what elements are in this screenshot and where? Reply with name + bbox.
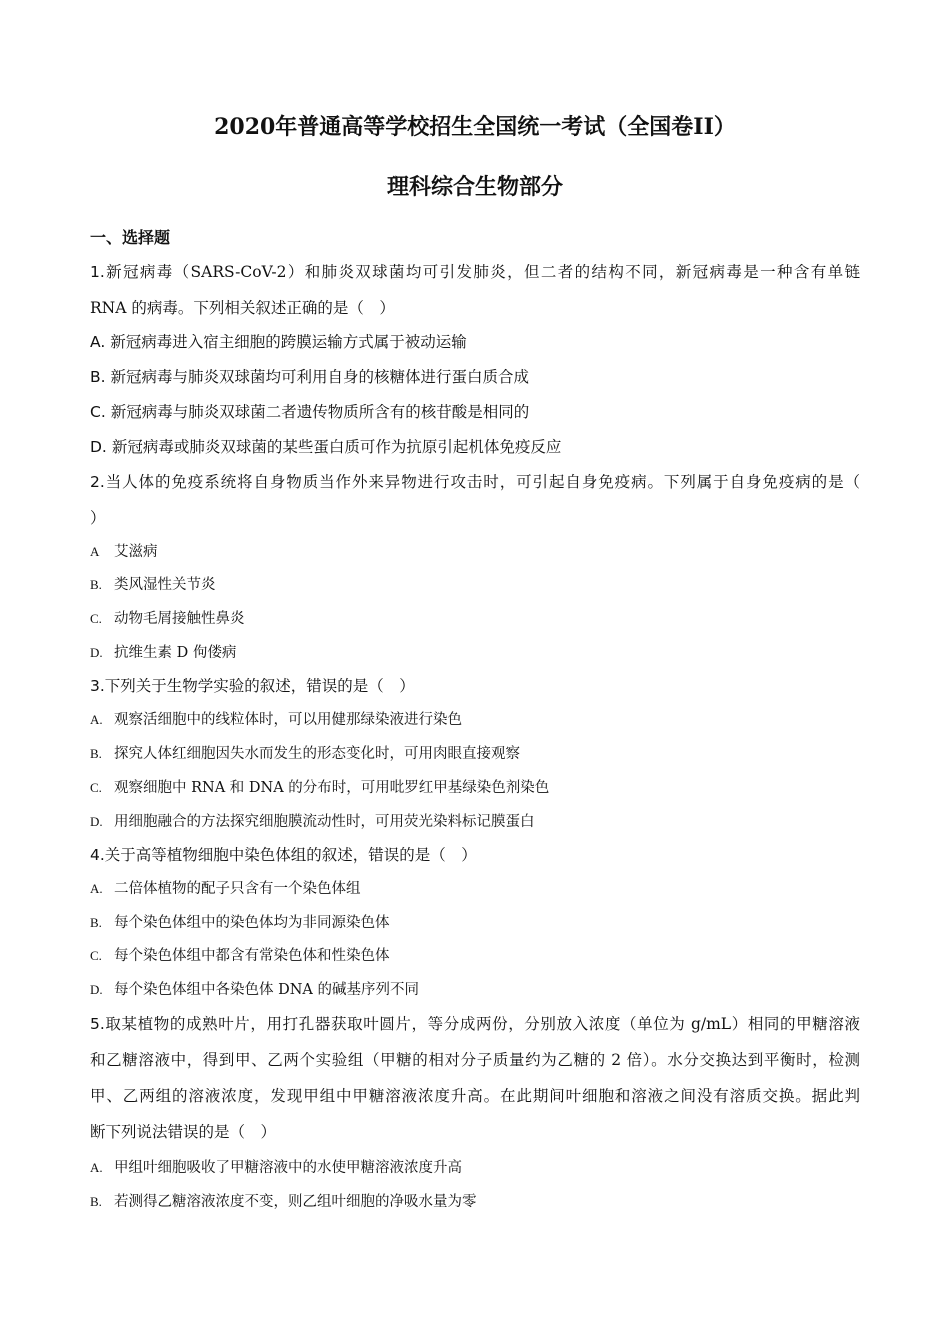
question-4-option-d: D. 每个染色体组中各染色体 DNA 的碱基序列不同 — [90, 982, 420, 998]
question-1-option-d: D. 新冠病毒或肺炎双球菌的某些蛋白质可作为抗原引起机体免疫反应 — [90, 438, 562, 456]
question-1-option-b: B. 新冠病毒与肺炎双球菌均可利用自身的核糖体进行蛋白质合成 — [90, 368, 530, 386]
question-2-number: 2. — [90, 473, 105, 491]
question-2-stem-line-1: 2.当人体的免疫系统将自身物质当作外来异物进行攻击时，可引起自身免疫病。下列属于自身免疫病的是（ — [90, 473, 860, 491]
question-5-stem-line-2: 和乙糖溶液中，得到甲、乙两个实验组（甲糖的相对分子质量约为乙糖的 2 倍）。水分交换达到平衡时，检测 — [90, 1051, 860, 1069]
question-5-number: 5. — [90, 1015, 105, 1033]
question-1-stem-line-1: 1.新冠病毒（SARS-CoV-2）和肺炎双球菌均可引发肺炎，但二者的结构不同，新冠病毒是一种含有单链 — [90, 263, 860, 281]
question-3-option-a: A. 观察活细胞中的线粒体时，可以用健那绿染液进行染色 — [90, 712, 462, 728]
question-3-option-d: D. 用细胞融合的方法探究细胞膜流动性时，可用荧光染料标记膜蛋白 — [90, 814, 535, 830]
question-2-option-d: D. 抗维生素 D 佝偻病 — [90, 645, 237, 661]
question-3-option-c: C. 观察细胞中 RNA 和 DNA 的分布时，可用吡罗红甲基绿染色剂染色 — [90, 780, 550, 796]
question-2-option-a: A 艾滋病 — [90, 544, 158, 560]
question-4-option-a: A. 二倍体植物的配子只含有一个染色体组 — [90, 881, 361, 897]
question-1-option-c: C. 新冠病毒与肺炎双球菌二者遗传物质所含有的核苷酸是相同的 — [90, 403, 530, 421]
question-4-option-c: C. 每个染色体组中都含有常染色体和性染色体 — [90, 948, 390, 964]
question-5-option-b: B. 若测得乙糖溶液浓度不变，则乙组叶细胞的净吸水量为零 — [90, 1194, 477, 1210]
question-2-option-b: B. 类风湿性关节炎 — [90, 577, 216, 593]
question-5-option-a: A. 甲组叶细胞吸收了甲糖溶液中的水使甲糖溶液浓度升高 — [90, 1160, 462, 1176]
question-5-stem-line-1: 5.取某植物的成熟叶片，用打孔器获取叶圆片，等分成两份，分别放入浓度（单位为 g/mL）相同的甲糖溶液 — [90, 1015, 860, 1033]
question-2-option-c: C. 动物毛屑接触性鼻炎 — [90, 611, 245, 627]
question-5-stem-line-4: 断下列说法错误的是（ ） — [90, 1123, 277, 1141]
question-1-stem-line-2: RNA 的病毒。下列相关叙述正确的是（ ） — [90, 299, 395, 317]
question-3-stem-line-1: 3.下列关于生物学实验的叙述，错误的是（ ） — [90, 677, 415, 695]
exam-subtitle: 理科综合生物部分 — [386, 174, 563, 200]
section-heading: 一、选择题 — [90, 228, 171, 247]
question-4-option-b: B. 每个染色体组中的染色体均为非同源染色体 — [90, 915, 390, 931]
question-3-option-b: B. 探究人体红细胞因失水而发生的形态变化时，可用肉眼直接观察 — [90, 746, 520, 762]
question-4-number: 4. — [90, 846, 105, 864]
question-4-stem-line-1: 4.关于高等植物细胞中染色体组的叙述，错误的是（ ） — [90, 846, 477, 864]
exam-title: 2020年普通高等学校招生全国统一考试（全国卷II） — [214, 114, 736, 140]
question-3-number: 3. — [90, 677, 105, 695]
question-2-stem-line-2: ） — [90, 509, 106, 527]
question-5-stem-line-3: 甲、乙两组的溶液浓度，发现甲组中甲糖溶液浓度升高。在此期间叶细胞和溶液之间没有溶质交换。据此判 — [90, 1087, 860, 1105]
question-1-option-a: A. 新冠病毒进入宿主细胞的跨膜运输方式属于被动运输 — [90, 333, 467, 351]
question-1-number: 1. — [90, 263, 105, 281]
